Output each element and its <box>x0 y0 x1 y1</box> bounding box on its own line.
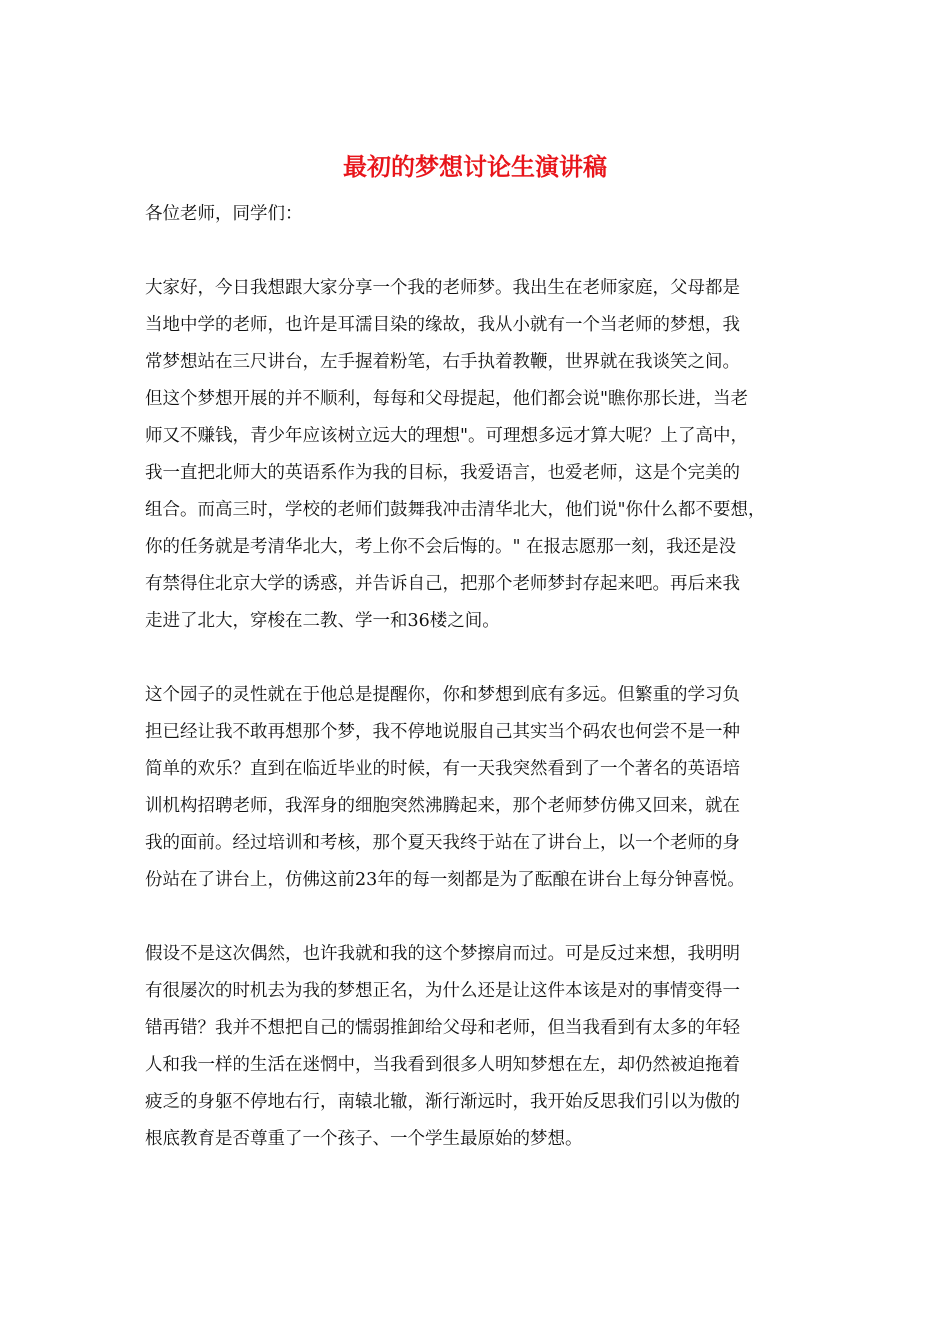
paragraph-spacer <box>145 640 835 677</box>
paragraph-line: 训机构招聘老师，我浑身的细胞突然沸腾起来，那个老师梦仿佛又回来，就在 <box>145 796 740 816</box>
paragraph-line: 有禁得住北京大学的诱惑，并告诉自己，把那个老师梦封存起来吧。再后来我 <box>145 574 740 594</box>
paragraph-spacer <box>145 233 835 270</box>
paragraph-line: 简单的欢乐？直到在临近毕业的时候，有一天我突然看到了一个著名的英语培 <box>145 759 740 779</box>
paragraph-2 <box>145 677 835 899</box>
paragraph-line: 我一直把北师大的英语系作为我的目标，我爱语言，也爱老师，这是个完美的 <box>145 463 740 483</box>
paragraph-line: 大家好，今日我想跟大家分享一个我的老师梦。我出生在老师家庭，父母都是 <box>145 278 740 298</box>
paragraph-line: 人和我一样的生活在迷惘中，当我看到很多人明知梦想在左，却仍然被迫拖着 <box>145 1055 740 1075</box>
paragraph-line: 假设不是这次偶然，也许我就和我的这个梦擦肩而过。可是反过来想，我明明 <box>145 944 740 964</box>
paragraph-line: 根底教育是否尊重了一个孩子、一个学生最原始的梦想。 <box>145 1129 583 1149</box>
paragraph-line: 这个园子的灵性就在于他总是提醒你，你和梦想到底有多远。但繁重的学习负 <box>145 685 740 705</box>
paragraph-line: 担已经让我不敢再想那个梦，我不停地说服自己其实当个码农也何尝不是一种 <box>145 722 740 742</box>
document-title: 最初的梦想讨论生演讲稿 <box>343 152 607 181</box>
paragraph-1 <box>145 270 835 640</box>
paragraph-line: 我的面前。经过培训和考核，那个夏天我终于站在了讲台上，以一个老师的身 <box>145 833 740 853</box>
document-body <box>145 196 835 1158</box>
paragraph-line: 走进了北大，穿梭在二教、学一和36楼之间。 <box>145 611 500 631</box>
paragraph-3 <box>145 936 835 1158</box>
paragraph-line: 组合。而高三时，学校的老师们鼓舞我冲击清华北大，他们说"你什么都不要想， <box>145 500 766 520</box>
paragraph-line: 师又不赚钱，青少年应该树立远大的理想"。可理想多远才算大呢？上了高中， <box>145 426 749 446</box>
paragraph-line: 份站在了讲台上，仿佛这前23年的每一刻都是为了酝酿在讲台上每分钟喜悦。 <box>145 870 745 890</box>
paragraph-line: 常梦想站在三尺讲台，左手握着粉笔，右手执着教鞭，世界就在我谈笑之间。 <box>145 352 740 372</box>
paragraph-line: 当地中学的老师，也许是耳濡目染的缘故，我从小就有一个当老师的梦想，我 <box>145 315 740 335</box>
paragraph-line: 但这个梦想开展的并不顺利，每每和父母提起，他们都会说"瞧你那长进，当老 <box>145 389 749 409</box>
paragraph-line: 有很屡次的时机去为我的梦想正名，为什么还是让这件本该是对的事情变得一 <box>145 981 740 1001</box>
paragraph-line: 错再错？我并不想把自己的懦弱推卸给父母和老师，但当我看到有太多的年轻 <box>145 1018 740 1038</box>
paragraph-line: 疲乏的身躯不停地右行，南辕北辙，渐行渐远时，我开始反思我们引以为傲的 <box>145 1092 740 1112</box>
salutation: 各位老师，同学们： <box>145 204 303 224</box>
paragraph-line: 你的任务就是考清华北大，考上你不会后悔的。" 在报志愿那一刻，我还是没 <box>145 537 737 557</box>
paragraph-spacer <box>145 899 835 936</box>
